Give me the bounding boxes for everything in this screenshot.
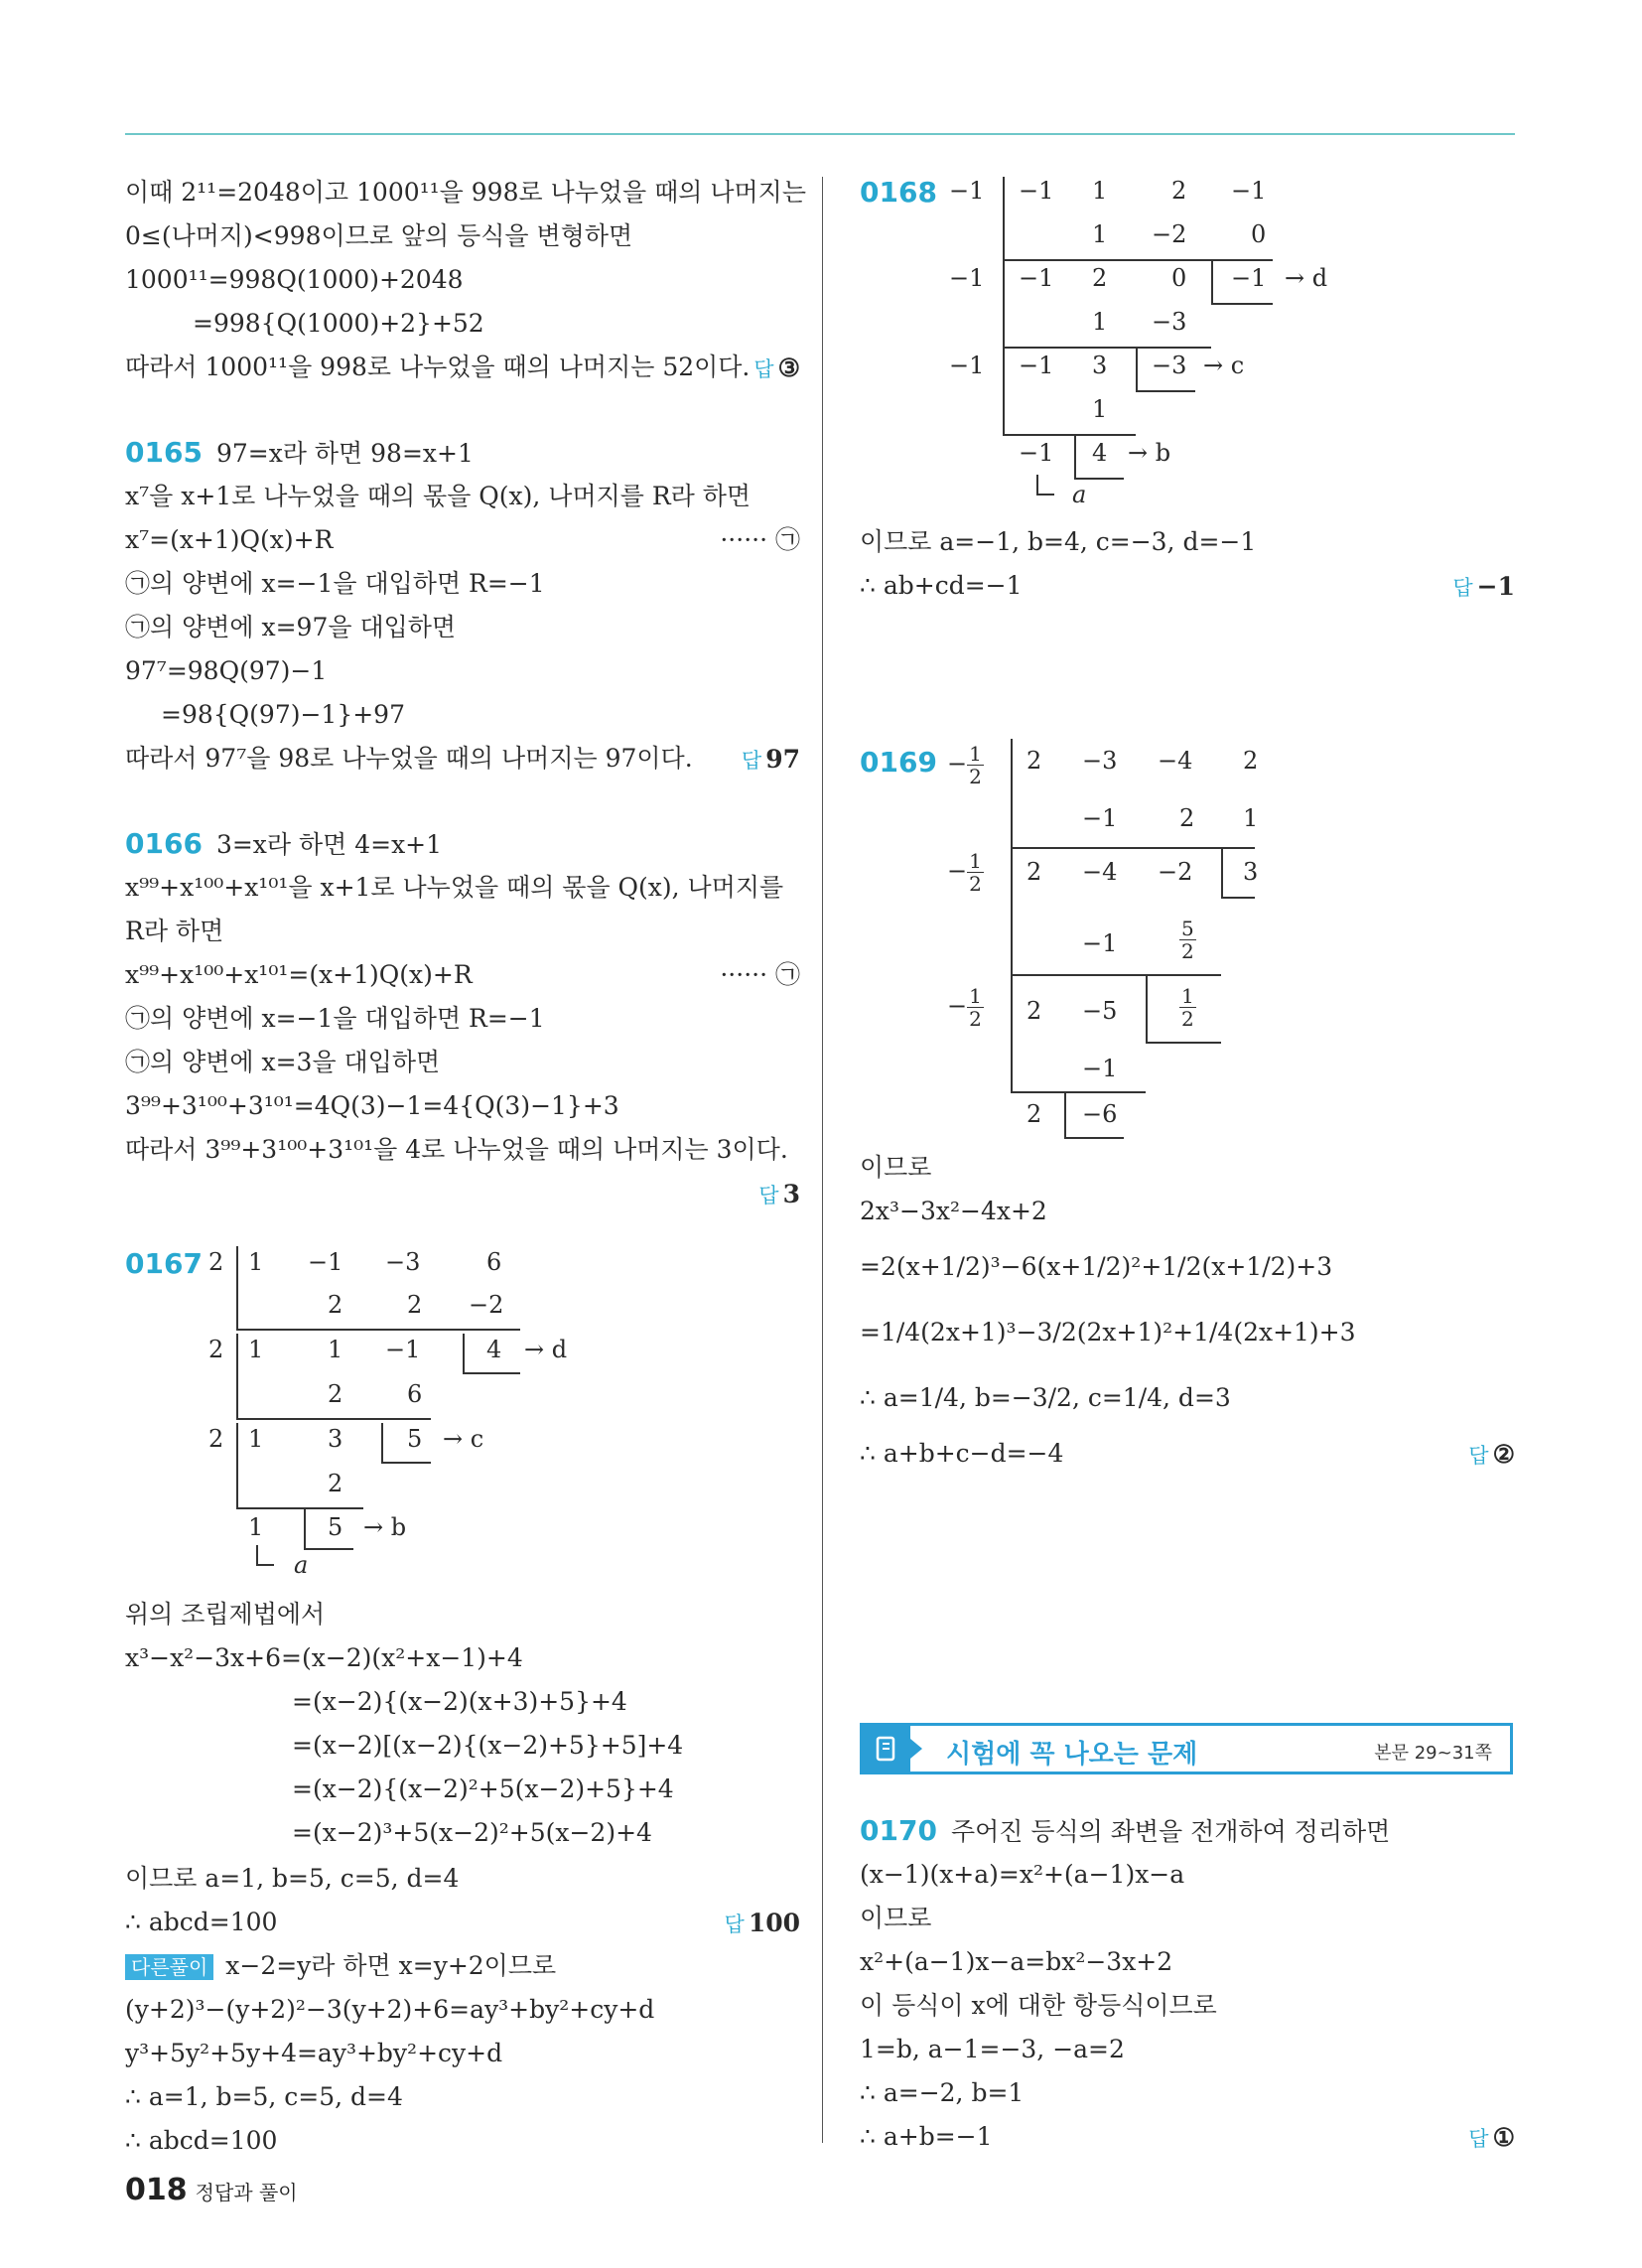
- p167-line: ∴ abcd=100: [125, 1908, 278, 1936]
- intro-line-2: 0≤(나머지)<998이므로 앞의 등식을 변형하면: [125, 221, 633, 250]
- rule: [236, 1418, 431, 1420]
- cell: −4: [1158, 747, 1193, 775]
- rule: [381, 1462, 431, 1464]
- cell: 4: [1092, 439, 1108, 467]
- divisor: −1: [949, 352, 985, 379]
- p167-alt-line: [125, 1950, 556, 1983]
- cell: 3: [328, 1425, 343, 1453]
- cell: 2: [1092, 264, 1108, 292]
- p165-line: 따라서 97⁷을 98로 나누었을 때의 나머지는 97이다.: [125, 744, 693, 773]
- cell: −3: [1082, 747, 1118, 775]
- intro-line-3: 1000¹¹=998Q(1000)+2048: [125, 265, 464, 294]
- cell: −3: [1152, 308, 1187, 336]
- answer-value: ①: [1492, 2123, 1515, 2152]
- answer-label: 답: [741, 749, 762, 773]
- label-c: → c: [443, 1425, 484, 1453]
- cell: 2: [1026, 747, 1042, 775]
- right-column: [860, 0, 1515, 2268]
- cell: 3: [1243, 858, 1259, 886]
- p167-line: =(x−2){(x−2)(x+3)+5}+4: [292, 1687, 627, 1716]
- rule: [381, 1423, 383, 1463]
- problem-number: 0165: [125, 436, 203, 469]
- p165-line: x⁷=(x+1)Q(x)+R: [125, 525, 334, 554]
- cell: −3: [385, 1248, 421, 1276]
- p166-mark: ······ ㉠: [720, 960, 800, 989]
- banner-arrow: [910, 1739, 922, 1759]
- p168-line: ∴ ab+cd=−1: [860, 571, 1023, 600]
- cell: 1: [248, 1425, 264, 1453]
- rule: [1036, 475, 1038, 495]
- rule: [1074, 435, 1076, 479]
- p169-answer: [1468, 1440, 1515, 1470]
- cell: 5: [328, 1513, 343, 1541]
- p166-line: 따라서 3⁹⁹+3¹⁰⁰+3¹⁰¹을 4로 나누었을 때의 나머지는 3이다.: [125, 1135, 788, 1164]
- problem-number: 0167: [125, 1247, 203, 1280]
- rule: [1074, 478, 1124, 480]
- answer-label: 답: [724, 1913, 745, 1936]
- problem-0167-head: [125, 1248, 216, 1281]
- label-a: a: [1072, 481, 1087, 508]
- rule: [1146, 975, 1148, 1043]
- cell: −1: [1019, 352, 1054, 379]
- cell: −1: [1231, 177, 1267, 205]
- p165-line: =98{Q(97)−1}+97: [161, 700, 405, 729]
- cell: −6: [1082, 1100, 1118, 1128]
- problem-0168-head: [860, 177, 951, 210]
- label-d: → d: [524, 1336, 568, 1363]
- rule: [463, 1372, 520, 1374]
- cell: 1: [248, 1336, 264, 1363]
- cell-fraction: $\frac{1}{2}$: [1181, 984, 1194, 1031]
- p167-alt-line: (y+2)³−(y+2)²−3(y+2)+6=ay³+by²+cy+d: [125, 1995, 655, 2024]
- text: 97=x라 하면 98=x+1: [215, 439, 474, 468]
- rule: [1003, 177, 1005, 260]
- label-d: → d: [1285, 264, 1328, 292]
- label-b: → b: [363, 1513, 407, 1541]
- divisor: − $\frac{1}{2}$: [947, 742, 982, 788]
- answer-value: 100: [748, 1909, 800, 1937]
- cell: −2: [469, 1291, 504, 1319]
- answer-value: −1: [1476, 572, 1515, 601]
- p167-line: 이므로 a=1, b=5, c=5, d=4: [125, 1864, 460, 1893]
- rule: [304, 1548, 353, 1550]
- p167-line: =(x−2){(x−2)²+5(x−2)+5}+4: [292, 1774, 674, 1803]
- p167-line: =(x−2)[(x−2){(x−2)+5}+5]+4: [292, 1731, 684, 1760]
- rule: [1211, 303, 1273, 305]
- text: 3=x라 하면 4=x+1: [215, 830, 443, 859]
- cell: −5: [1082, 997, 1118, 1025]
- rule: [1003, 434, 1136, 436]
- rule: [1003, 260, 1005, 348]
- cell: 2: [1171, 177, 1187, 205]
- problem-number: 0169: [860, 746, 937, 779]
- answer-value: 3: [782, 1180, 800, 1208]
- cell: 1: [1243, 804, 1259, 832]
- p170-line: 1=b, a−1=−3, −a=2: [860, 2035, 1125, 2063]
- cell: −1: [1082, 1055, 1118, 1082]
- cell: 0: [1251, 220, 1267, 248]
- cell: −1: [1019, 264, 1054, 292]
- p169-line: =2(x+1/2)³−6(x+1/2)²+1/2(x+1/2)+3: [860, 1252, 1333, 1281]
- rule: [236, 1334, 238, 1419]
- cell: −1: [308, 1248, 343, 1276]
- p169-line: 2x³−3x²−4x+2: [860, 1197, 1047, 1225]
- divisor: 2: [208, 1425, 224, 1453]
- p167-line: x³−x²−3x+6=(x−2)(x²+x−1)+4: [125, 1643, 523, 1672]
- p169-line: ∴ a+b+c−d=−4: [860, 1439, 1064, 1468]
- cell: 1: [1092, 220, 1108, 248]
- rule: [1136, 348, 1138, 391]
- p167-alt-line: y³+5y²+5y+4=ay³+by²+cy+d: [125, 2039, 503, 2067]
- answer-label: 답: [753, 357, 774, 381]
- cell: 2: [328, 1380, 343, 1408]
- alt-solution-badge: 다른풀이: [125, 1954, 213, 1980]
- fraction: $\frac{1}{2}$: [969, 742, 982, 788]
- intro-line-5: 따라서 1000¹¹을 998로 나누었을 때의 나머지는 52이다.: [125, 353, 751, 381]
- rule: [1011, 1091, 1146, 1093]
- text: x−2=y라 하면 x=y+2이므로: [225, 1951, 557, 1980]
- problem-0170-head: [860, 1815, 1390, 1848]
- cell: 1: [248, 1248, 264, 1276]
- banner-icon-block: [863, 1726, 910, 1772]
- cell: 5: [407, 1425, 423, 1453]
- cell: 2: [1179, 804, 1195, 832]
- fraction: $\frac{1}{2}$: [969, 849, 982, 896]
- cell: 2: [328, 1291, 343, 1319]
- answer-value: ③: [777, 354, 800, 382]
- rule: [1011, 974, 1221, 976]
- rule: [1221, 897, 1255, 899]
- cell: 4: [486, 1336, 502, 1363]
- p166-line: R라 하면: [125, 917, 224, 945]
- book-icon: [875, 1736, 898, 1762]
- p167-alt-line: ∴ abcd=100: [125, 2126, 278, 2155]
- section-banner: [860, 1723, 1513, 1774]
- cell: 3: [1092, 352, 1108, 379]
- p168-answer: [1452, 572, 1515, 602]
- rule: [1221, 848, 1223, 898]
- answer-value: 97: [765, 745, 800, 774]
- divisor: 2: [208, 1336, 224, 1363]
- rule: [256, 1564, 274, 1566]
- page-footer: [125, 2173, 298, 2207]
- cell: −1: [1231, 264, 1267, 292]
- p168-line: 이므로 a=−1, b=4, c=−3, d=−1: [860, 527, 1257, 556]
- intro-answer: [753, 354, 800, 383]
- rule: [1003, 348, 1005, 435]
- p167-line: =(x−2)³+5(x−2)²+5(x−2)+4: [292, 1818, 652, 1847]
- problem-number: 0170: [860, 1814, 937, 1847]
- rule: [1003, 259, 1273, 261]
- rule: [1136, 390, 1195, 392]
- cell: 6: [407, 1380, 423, 1408]
- p166-answer: [758, 1180, 800, 1209]
- p165-line: ㉠의 양변에 x=97을 대입하면: [125, 613, 457, 641]
- p169-line: 이므로: [860, 1153, 932, 1182]
- p165-line: x⁷을 x+1로 나누었을 때의 몫을 Q(x), 나머지를 R라 하면: [125, 482, 752, 510]
- cell: 2: [1026, 1100, 1042, 1128]
- cell: 1: [248, 1513, 264, 1541]
- p169-line: =1/4(2x+1)³−3/2(2x+1)²+1/4(2x+1)+3: [860, 1318, 1356, 1347]
- problem-number: 0168: [860, 176, 937, 209]
- rule: [1211, 260, 1213, 304]
- label-a: a: [294, 1551, 309, 1579]
- p165-line: ㉠의 양변에 x=−1을 대입하면 R=−1: [125, 569, 545, 598]
- divisor: −1: [949, 264, 985, 292]
- text: 주어진 등식의 좌변을 전개하여 정리하면: [950, 1817, 1391, 1846]
- left-column: [125, 0, 806, 2268]
- p170-line: 이 등식이 x에 대한 항등식이므로: [860, 1991, 1217, 2020]
- cell: −4: [1082, 858, 1118, 886]
- problem-0165-head: [125, 437, 474, 470]
- rule: [1036, 494, 1054, 496]
- rule: [463, 1334, 465, 1373]
- banner-title: 시험에 꼭 나오는 문제: [946, 1740, 1198, 1770]
- cell: 6: [486, 1248, 502, 1276]
- rule: [1011, 848, 1013, 975]
- fraction: $\frac{1}{2}$: [969, 984, 982, 1031]
- rule: [1011, 739, 1013, 848]
- divisor: −1: [949, 177, 985, 205]
- p165-mark: ······ ㉠: [720, 525, 800, 554]
- p170-line: x²+(a−1)x−a=bx²−3x+2: [860, 1947, 1173, 1976]
- cell: 1: [328, 1336, 343, 1363]
- p166-line: ㉠의 양변에 x=3을 대입하면: [125, 1048, 441, 1076]
- cell: −1: [1082, 804, 1118, 832]
- cell: 2: [1243, 747, 1259, 775]
- rule: [1011, 847, 1255, 849]
- page-number: 018: [125, 2173, 188, 2207]
- rule: [1003, 347, 1211, 349]
- cell: 2: [1026, 997, 1042, 1025]
- p167-alt-line: ∴ a=1, b=5, c=5, d=4: [125, 2082, 403, 2111]
- label-b: → b: [1128, 439, 1171, 467]
- problem-0166-head: [125, 828, 442, 861]
- problem-0169-head: [860, 747, 951, 780]
- answer-value: ②: [1492, 1440, 1515, 1469]
- cell: −1: [1019, 439, 1054, 467]
- column-divider: [822, 177, 823, 2143]
- cell: −2: [1158, 858, 1193, 886]
- rule: [1011, 975, 1013, 1092]
- p166-line: 3⁹⁹+3¹⁰⁰+3¹⁰¹=4Q(3)−1=4{Q(3)−1}+3: [125, 1091, 619, 1120]
- answer-label: 답: [1452, 576, 1473, 600]
- rule: [304, 1509, 306, 1549]
- rule: [256, 1545, 258, 1565]
- problem-number: 0166: [125, 827, 203, 860]
- p165-line: 97⁷=98Q(97)−1: [125, 656, 328, 685]
- cell: −1: [1082, 929, 1118, 957]
- rule: [236, 1329, 520, 1331]
- cell: 0: [1171, 264, 1187, 292]
- cell: −3: [1152, 352, 1187, 379]
- p167-line: 위의 조립제법에서: [125, 1600, 326, 1629]
- answer-label: 답: [758, 1184, 779, 1207]
- cell: 1: [1092, 177, 1108, 205]
- p166-line: ㉠의 양변에 x=−1을 대입하면 R=−1: [125, 1004, 545, 1033]
- cell-fraction: $\frac{5}{2}$: [1181, 917, 1194, 963]
- cell: 2: [407, 1291, 423, 1319]
- cell: 2: [328, 1470, 343, 1497]
- p166-line: x⁹⁹+x¹⁰⁰+x¹⁰¹을 x+1로 나누었을 때의 몫을 Q(x), 나머지를: [125, 873, 784, 902]
- p170-line: 이므로: [860, 1904, 932, 1932]
- answer-label: 답: [1468, 2127, 1489, 2151]
- p170-line: (x−1)(x+a)=x²+(a−1)x−a: [860, 1860, 1185, 1889]
- answer-label: 답: [1468, 1444, 1489, 1468]
- rule: [236, 1246, 238, 1330]
- rule: [236, 1507, 363, 1509]
- divisor: − $\frac{1}{2}$: [947, 984, 982, 1031]
- rule: [1064, 1137, 1124, 1139]
- rule: [1064, 1092, 1066, 1138]
- p167-answer: [725, 1909, 800, 1938]
- p165-answer: [742, 745, 800, 775]
- cell: 1: [1092, 395, 1108, 423]
- intro-line-1: 이때 2¹¹=2048이고 1000¹¹을 998로 나누었을 때의 나머지는: [125, 178, 806, 207]
- p170-line: ∴ a+b=−1: [860, 2122, 993, 2151]
- label-c: → c: [1203, 352, 1245, 379]
- footer-title: 정답과 풀이: [195, 2181, 298, 2204]
- p170-answer: [1468, 2123, 1515, 2153]
- banner-pages: 본문 29~31쪽: [1374, 1743, 1492, 1764]
- divisor: − $\frac{1}{2}$: [947, 849, 982, 896]
- p170-line: ∴ a=−2, b=1: [860, 2078, 1025, 2107]
- p169-line: ∴ a=1/4, b=−3/2, c=1/4, d=3: [860, 1383, 1231, 1412]
- cell: −2: [1152, 220, 1187, 248]
- intro-line-4: =998{Q(1000)+2}+52: [193, 309, 484, 338]
- cell: −1: [385, 1336, 421, 1363]
- p166-line: x⁹⁹+x¹⁰⁰+x¹⁰¹=(x+1)Q(x)+R: [125, 960, 473, 989]
- rule: [236, 1423, 238, 1508]
- rule: [1146, 1042, 1221, 1044]
- cell: 1: [1092, 308, 1108, 336]
- divisor: 2: [208, 1248, 224, 1276]
- cell: 2: [1026, 858, 1042, 886]
- cell: −1: [1019, 177, 1054, 205]
